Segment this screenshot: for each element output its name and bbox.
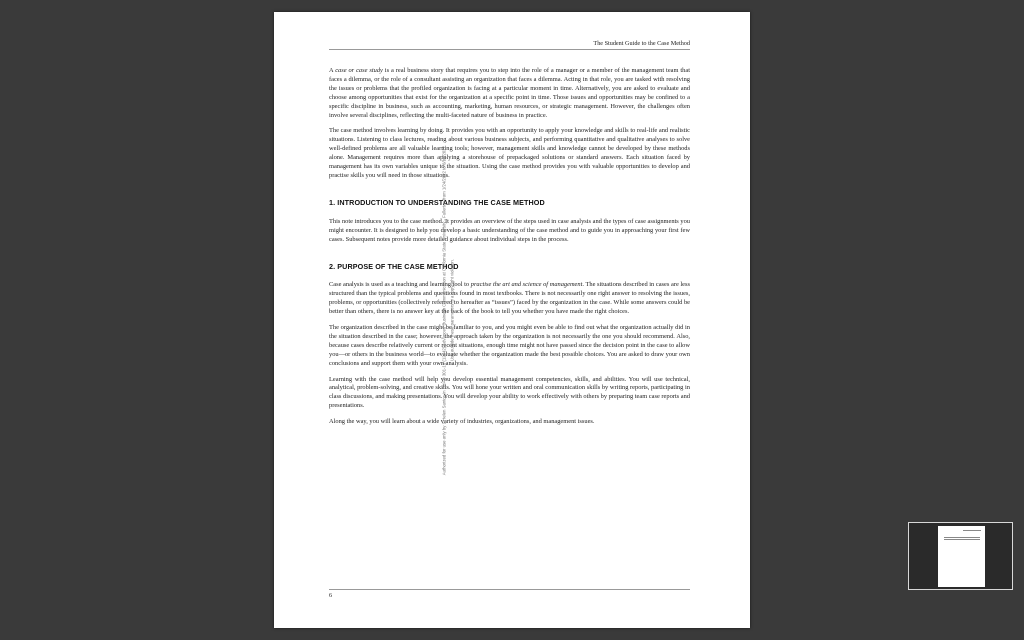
- thumbnail-page[interactable]: [938, 526, 985, 587]
- thumbnail-header-line: [963, 530, 981, 531]
- intro-paragraph-2: The case method involves learning by doing. It provides you with an opportunity to apply your knowledge and skills to real-life and realistic situations. Listening to class lectures, reading about various business subjects, and performing quantitative and qualitative analyses to solve well-defined problems are all valuable learning tools; however, management skills and knowledge cannot be developed by these methods alone. Management requires more than applying a storehouse of prepackaged solutions or standard answers. Each situation faced by management has its own variables unique to the situation. Using the case method provides you with valuable opportunities to develop and practise skills you will need in those situations.: [329, 127, 690, 179]
- footer-rule: [329, 589, 690, 590]
- thumbnail-text-line: [944, 537, 980, 538]
- section-2-paragraph-4: Along the way, you will learn about a wide variety of industries, organizations, and management issues.: [329, 418, 595, 426]
- section-2-heading: 2. PURPOSE OF THE CASE METHOD: [329, 261, 459, 271]
- page-content: [329, 67, 690, 434]
- section-1-heading: 1. INTRODUCTION TO UNDERSTANDING THE CASE METHOD: [329, 197, 545, 207]
- page-thumbnail-navigator[interactable]: [908, 522, 1013, 590]
- page-number: 6: [329, 592, 333, 599]
- watermark-line-1: Authorized for use only by 1 Helen Santos in BUAD 301-16 (12142) Advanced Business Communication at California State University - Fullerton from 1/24/2022 to 6/10/2022.: [441, 144, 447, 476]
- emphasis-case-study: case or case study: [335, 67, 383, 74]
- section-2-paragraph-3: Learning with the case method will help you develop essential management competencies, skills, and abilities. You will use technical, analytical, problem-solving, and creative skills. You will hone your written and oral communication skills by writing reports, participating in class discussions, and making presentations. You will develop your ability to work effectively with others by preparing team case reports and presentations.: [329, 375, 690, 410]
- section-2-paragraph-1: Case analysis is used as a teaching and learning tool to practise the art and science of management. The situations described in cases are less structured than the typical problems and questions found in most textbooks. There is not necessarily one right answer to resolving the issues, problems, or opportunities (collectively referred to hereafter as “issues”) faced by the organization in the case. While some answers could be better than others, there is no answer key at the back of the book to tell you whether you have made the right choices.: [329, 281, 690, 316]
- running-header: The Student Guide to the Case Method: [329, 40, 690, 50]
- intro-paragraph-1: A case or case study is a real business story that requires you to step into the role of a manager or a member of the management team that faces a dilemma, or the role of a consultant assisting an organization that faces a dilemma. Acting in that role, you are tasked with resolving the issues or problems that the profiled organization is facing at a particular moment in time. Alternatively, you are asked to evaluate and choose among opportunities that exist for the organization at a specific point in time. Those issues and opportunities may be confined to a specific discipline in business, such as accounting, marketing, human resources, or strategic management. However, the challenges often involve several disciplines, reflecting the multi-faceted nature of business in practice.: [329, 67, 690, 119]
- thumbnail-text-line: [944, 539, 980, 540]
- emphasis-art-science: practise the art and science of management: [470, 281, 583, 289]
- document-page: [274, 12, 750, 628]
- section-2-paragraph-2: The organization described in the case might be familiar to you, and you might even be able to find out what the organization actually did in the situation described in the case; however, the approach taken by the organization is not necessarily the one you should recommend. Also, because cases describe relatively current or recent situations, enough time might not have passed since the decision point in the case to allow you—or others in the business world—to evaluate whether the organization made the best possible choices. You are asked to draw your own conclusions and support them with your own analysis.: [329, 324, 690, 367]
- copyright-watermark: [441, 75, 456, 545]
- watermark-line-2: Use outside these parameters is a copyright violation.: [449, 259, 454, 361]
- section-1-paragraph: This note introduces you to the case method. It provides an overview of the steps used in case analysis and the types of case assignments you might encounter. It is designed to help you develop a basic understanding of the case method and to guide you in approaching your first few cases. Subsequent notes provide more detailed guidance about individual steps in the process.: [329, 217, 690, 243]
